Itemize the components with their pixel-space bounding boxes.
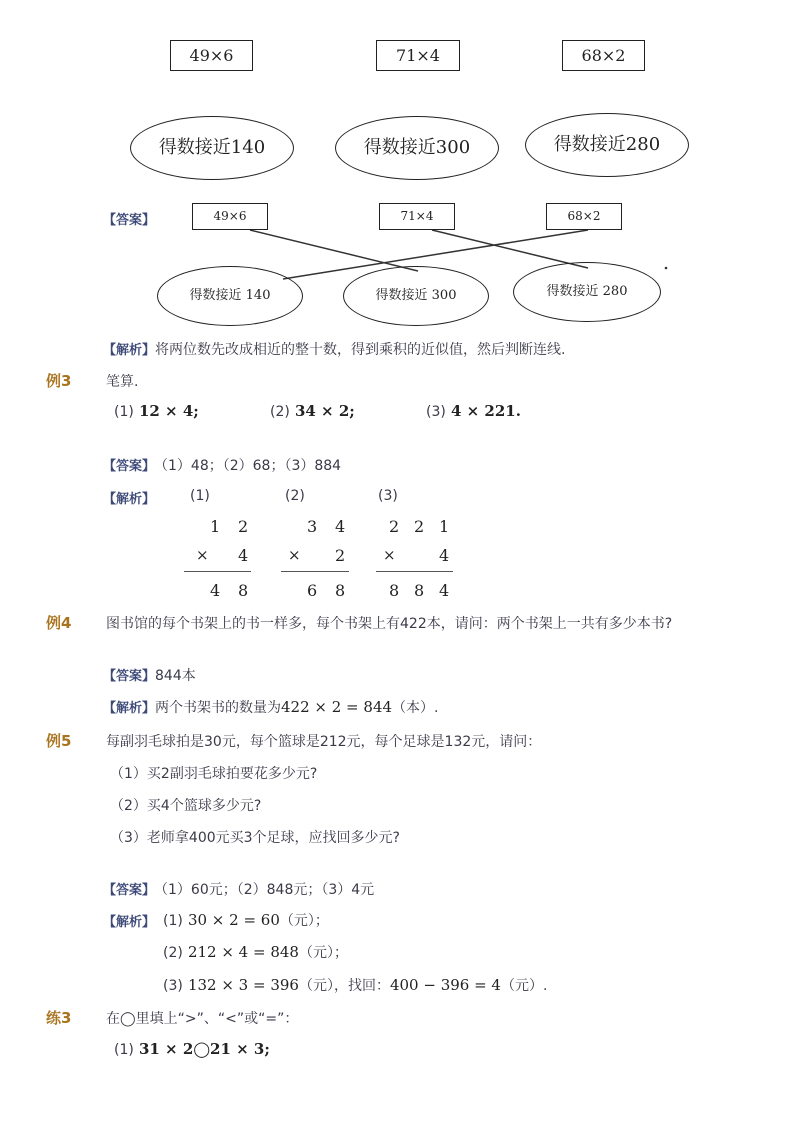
- calc-digit: 8: [238, 581, 249, 600]
- practice-3-label: 练3: [46, 1009, 72, 1027]
- step-text: （元）；: [298, 945, 348, 961]
- answer-text: （1）48；（2）68；（3）884: [161, 458, 342, 474]
- calc-rule: [184, 571, 251, 572]
- answer-text: （1）60元；（2）848元；（3）4元: [161, 882, 375, 898]
- calc-rule: [281, 571, 349, 572]
- calc-digit: 3: [307, 517, 318, 536]
- calc-digit: 8: [414, 581, 425, 600]
- analysis-text: （本）.: [392, 700, 439, 716]
- times-sign: ×: [288, 546, 301, 564]
- calc-number: (2): [285, 488, 305, 504]
- calc-digit: 4: [439, 581, 450, 600]
- ex3-item-3: [426, 401, 521, 420]
- ex5-sub-2: （2）买4个篮球多少元?: [110, 798, 262, 814]
- analysis-text: 两个书架书的数量为: [155, 700, 282, 716]
- step-text: （元）；: [279, 913, 329, 929]
- step-math: 212 × 4 = 848: [187, 943, 299, 961]
- ex5-sub-3: （3）老师拿400元买3个足球，应找回多少元?: [110, 830, 400, 846]
- calc-digit: 4: [238, 546, 249, 565]
- calc-digit: 2: [389, 517, 400, 536]
- result-oval-3: 得数接近280: [525, 113, 689, 177]
- item-expression: 31 × 2◯21 × 3;: [138, 1040, 270, 1058]
- calc-digit: 2: [414, 517, 425, 536]
- item-expression: 4 × 221.: [450, 402, 521, 420]
- calc-digit: 8: [389, 581, 400, 600]
- calc-digit: 2: [238, 517, 249, 536]
- result-oval-1: 得数接近140: [130, 116, 294, 180]
- expr-box-2: 71×4: [376, 40, 460, 71]
- expr-box-1: 49×6: [170, 40, 253, 71]
- times-sign: ×: [383, 546, 396, 564]
- ex5-answer: [103, 879, 374, 899]
- ex4-analysis: [103, 697, 438, 717]
- ex5-step-3: [163, 975, 547, 995]
- calc-digit: 6: [307, 581, 318, 600]
- analysis-label: 【解析】: [103, 343, 156, 358]
- answer-oval-1: 得数接近 140: [157, 266, 303, 326]
- ex3-item-1: [114, 401, 199, 420]
- step-number: (3): [163, 978, 183, 994]
- item-number: (1): [114, 404, 134, 420]
- calc-digit: 1: [210, 517, 221, 536]
- step-text: （元），找回：: [298, 978, 390, 994]
- answer-oval-3: 得数接近 280: [513, 262, 661, 322]
- item-number: (1): [114, 1042, 134, 1058]
- step-math: 132 × 3 = 396: [187, 976, 299, 994]
- calc-digit: 2: [335, 546, 346, 565]
- example-4-label: 例4: [46, 614, 72, 632]
- ex3-item-2: [270, 401, 355, 420]
- line-49x6-to-300: [250, 230, 418, 271]
- calc-number: (1): [190, 488, 210, 504]
- example-3-title: 笔算.: [106, 374, 139, 390]
- item-number: (3): [426, 404, 446, 420]
- calc-rule: [376, 571, 453, 572]
- answer-expr-box-3: 68×2: [546, 203, 622, 230]
- expr-box-3: 68×2: [562, 40, 645, 71]
- answer-expr-box-1: 49×6: [192, 203, 268, 230]
- step-math: 400 − 396 = 4: [389, 976, 501, 994]
- example-5-label: 例5: [46, 732, 72, 750]
- stray-dot: [665, 267, 668, 270]
- analysis-math: 422 × 2 = 844: [281, 698, 393, 716]
- calc-digit: 4: [439, 546, 450, 565]
- result-oval-2: 得数接近300: [335, 116, 499, 180]
- practice-3-question: 在◯里填上“>”、“<”或“=”：: [106, 1011, 299, 1027]
- ex5-analysis-label: 【解析】: [103, 915, 156, 930]
- answer-label: 【答案】: [103, 669, 156, 684]
- step-number: (2): [163, 945, 183, 961]
- answer-label: 【答案】: [103, 213, 156, 228]
- ex3-answer: [103, 455, 341, 475]
- item-number: (2): [270, 404, 290, 420]
- calc-digit: 4: [210, 581, 221, 600]
- calc-digit: 1: [439, 517, 450, 536]
- calc-number: (3): [378, 488, 398, 504]
- example-3-label: 例3: [46, 372, 72, 390]
- answer-label: 【答案】: [103, 883, 156, 898]
- analysis-label: 【解析】: [103, 701, 156, 716]
- calc-digit: 8: [335, 581, 346, 600]
- q2-analysis: [103, 339, 565, 359]
- ex5-sub-1: （1）买2副羽毛球拍要花多少元?: [110, 766, 318, 782]
- calc-digit: 4: [335, 517, 346, 536]
- answer-text: 844本: [155, 668, 196, 684]
- times-sign: ×: [196, 546, 209, 564]
- example-4-question: 图书馆的每个书架上的书一样多，每个书架上有422本，请问：两个书架上一共有多少本书?: [106, 616, 673, 632]
- step-math: 30 × 2 = 60: [187, 911, 280, 929]
- example-5-question: 每副羽毛球拍是30元，每个篮球是212元，每个足球是132元，请问：: [106, 734, 542, 750]
- ex4-answer: [103, 665, 196, 685]
- answer-label: 【答案】: [103, 459, 156, 474]
- pr3-item-1: [114, 1039, 270, 1058]
- ex5-step-2: [163, 942, 348, 962]
- step-text: （元）.: [500, 978, 548, 994]
- item-expression: 34 × 2;: [294, 402, 355, 420]
- answer-oval-2: 得数接近 300: [343, 266, 489, 326]
- ex5-step-1: [163, 910, 329, 930]
- ex3-analysis-label: 【解析】: [103, 492, 156, 507]
- analysis-text: 将两位数先改成相近的整十数，得到乘积的近似值，然后判断连线.: [155, 342, 566, 358]
- item-expression: 12 × 4;: [138, 402, 199, 420]
- answer-expr-box-2: 71×4: [379, 203, 455, 230]
- step-number: (1): [163, 913, 183, 929]
